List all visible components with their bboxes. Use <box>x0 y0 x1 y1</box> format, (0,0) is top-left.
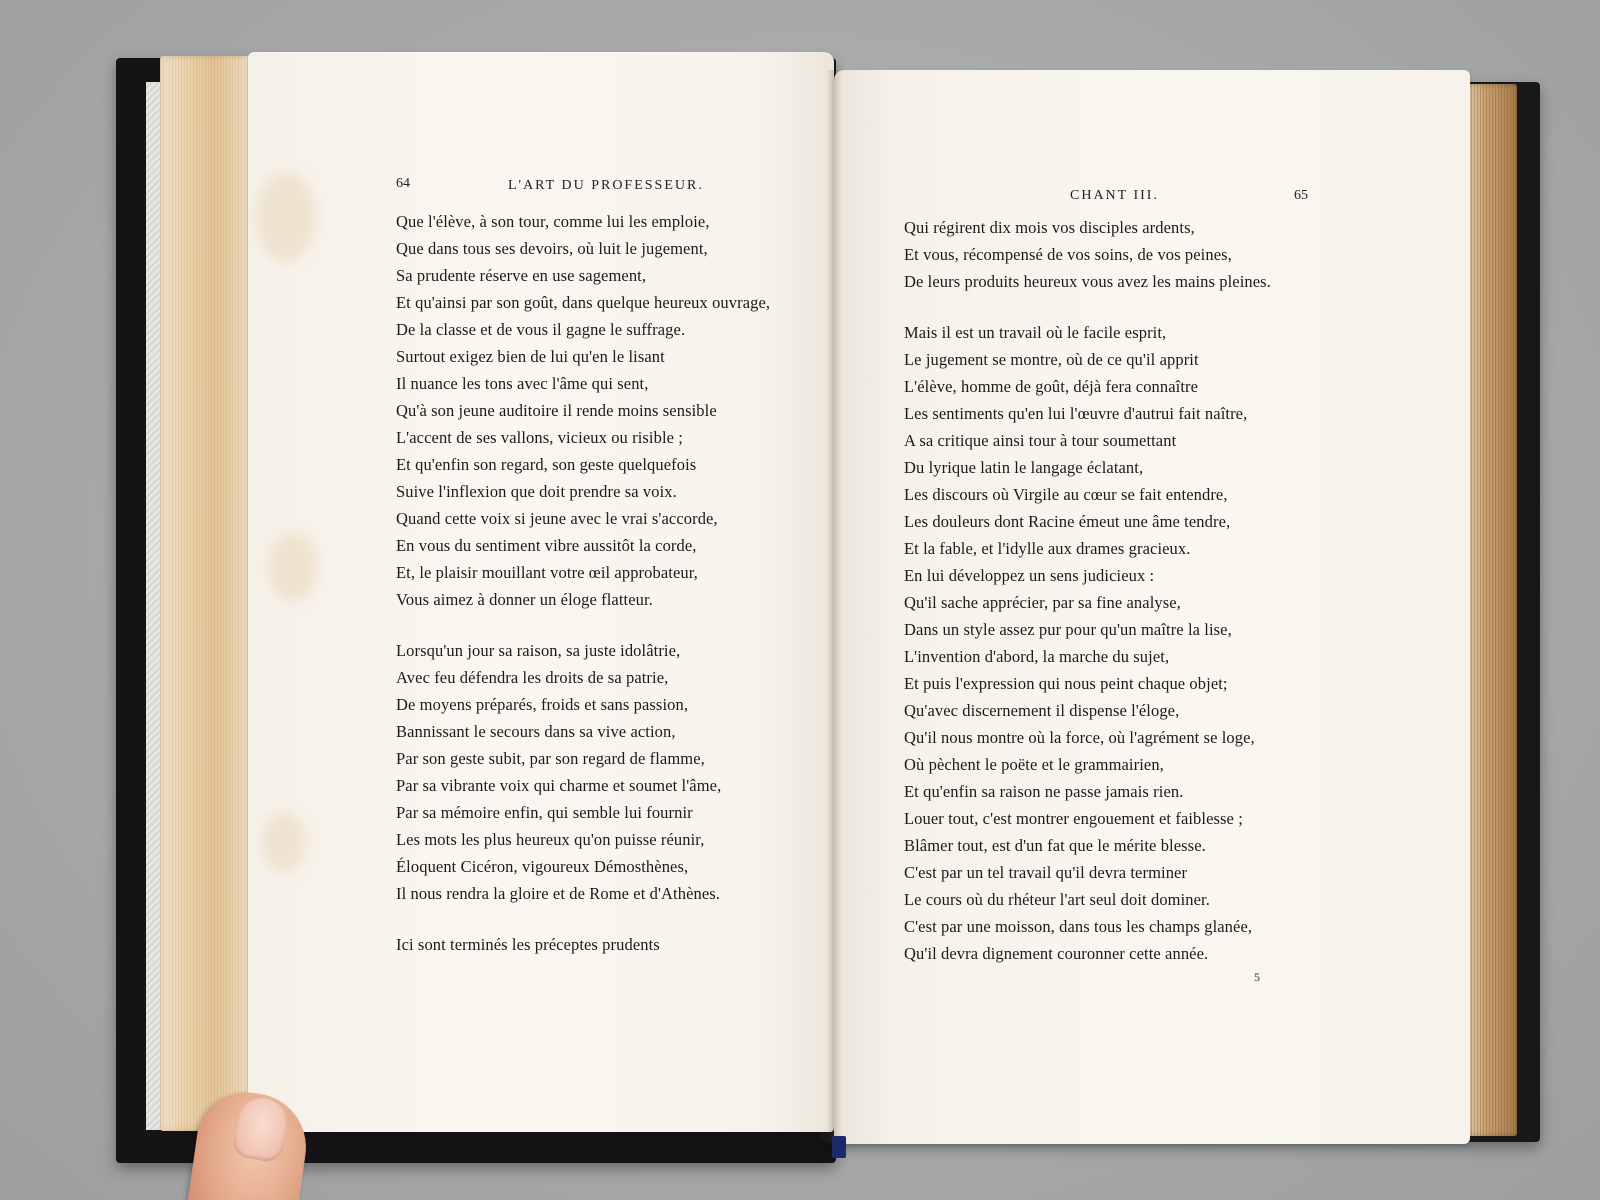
stanza-break <box>396 907 770 931</box>
book-gutter <box>826 70 842 1144</box>
verse-line: Lorsqu'un jour sa raison, sa juste idolâtrie, <box>396 641 681 660</box>
running-head: L'ART DU PROFESSEUR. <box>508 178 704 193</box>
foxing-spot <box>268 532 318 602</box>
verse-line: Éloquent Cicéron, vigoureux Démosthènes, <box>396 857 689 876</box>
verse-line: Et la fable, et l'idylle aux drames gracieux. <box>904 539 1191 558</box>
verse-line: Les sentiments qu'en lui l'œuvre d'autrui fait naître, <box>904 404 1248 423</box>
verse-line: Qu'il devra dignement couronner cette année. <box>904 944 1209 963</box>
verse-line: Et qu'enfin son regard, son geste quelquefois <box>396 455 697 474</box>
verse-line: Qui régirent dix mois vos disciples ardents, <box>904 218 1195 237</box>
bookmark-ribbon <box>832 1136 846 1158</box>
verse-line: Et, le plaisir mouillant votre œil approbateur, <box>396 563 698 582</box>
verse-line: Mais il est un travail où le facile esprit, <box>904 323 1167 342</box>
verse-line: Qu'à son jeune auditoire il rende moins sensible <box>396 401 717 420</box>
verse-line: Sa prudente réserve en use sagement, <box>396 266 647 285</box>
verse-line: Blâmer tout, est d'un fat que le mérite blesse. <box>904 836 1206 855</box>
running-head: CHANT III. <box>1070 188 1159 203</box>
verse-line: Il nous rendra la gloire et de Rome et d'Athènes. <box>396 884 721 903</box>
verse-line: Quand cette voix si jeune avec le vrai s'accorde, <box>396 509 718 528</box>
signature-mark: 5 <box>1254 970 1260 984</box>
verse-line: C'est par un tel travail qu'il devra terminer <box>904 863 1188 882</box>
verse-line: Louer tout, c'est montrer engouement et faiblesse ; <box>904 809 1243 828</box>
verse-lines <box>396 208 770 958</box>
verse-line: L'accent de ses vallons, vicieux ou risible ; <box>396 428 683 447</box>
verse-line: Il nuance les tons avec l'âme qui sent, <box>396 374 649 393</box>
verse-line: Avec feu défendra les droits de sa patrie, <box>396 668 669 687</box>
verse-line: Et vous, récompensé de vos soins, de vos peines, <box>904 245 1232 264</box>
verse-line: Les discours où Virgile au cœur se fait entendre, <box>904 485 1228 504</box>
verse-line: En lui développez un sens judicieux : <box>904 566 1155 585</box>
page-block-edge-right <box>1465 84 1517 1136</box>
verse-line: Le jugement se montre, où de ce qu'il apprit <box>904 350 1199 369</box>
verse-line: Les mots les plus heureux qu'on puisse réunir, <box>396 830 705 849</box>
verse-line: De la classe et de vous il gagne le suffrage. <box>396 320 686 339</box>
page-number: 64 <box>396 176 410 191</box>
verse-line: Dans un style assez pur pour qu'un maître la lise, <box>904 620 1232 639</box>
verse-line: Qu'il sache apprécier, par sa fine analyse, <box>904 593 1181 612</box>
verse-line: L'invention d'abord, la marche du sujet, <box>904 647 1170 666</box>
verse-line: C'est par une moisson, dans tous les champs glanée, <box>904 917 1253 936</box>
verse-line: De leurs produits heureux vous avez les mains pleines. <box>904 272 1271 291</box>
verse-line: Suive l'inflexion que doit prendre sa voix. <box>396 482 677 501</box>
foxing-spot <box>262 812 306 872</box>
verse-line: Par son geste subit, par son regard de flamme, <box>396 749 705 768</box>
verse-line: Et puis l'expression qui nous peint chaque objet; <box>904 674 1228 693</box>
verse-line: Qu'avec discernement il dispense l'éloge, <box>904 701 1180 720</box>
verse-line: Les douleurs dont Racine émeut une âme tendre, <box>904 512 1231 531</box>
verse-line: Par sa mémoire enfin, qui semble lui fournir <box>396 803 693 822</box>
verse-line: L'élève, homme de goût, déjà fera connaître <box>904 377 1199 396</box>
verse-line: A sa critique ainsi tour à tour soumettant <box>904 431 1177 450</box>
page-block-edge-left <box>160 56 250 1131</box>
verse-line: De moyens préparés, froids et sans passion, <box>396 695 689 714</box>
verse-line: Qu'il nous montre où la force, où l'agrément se loge, <box>904 728 1255 747</box>
verse-lines <box>904 214 1271 967</box>
stanza-break <box>396 613 770 637</box>
verse-line: En vous du sentiment vibre aussitôt la corde, <box>396 536 697 555</box>
verse-line: Que l'élève, à son tour, comme lui les emploie, <box>396 212 710 231</box>
verse-line: Que dans tous ses devoirs, où luit le jugement, <box>396 239 708 258</box>
verse-line: Ici sont terminés les préceptes prudents <box>396 935 660 954</box>
left-page <box>248 52 834 1132</box>
verse-line: Et qu'enfin sa raison ne passe jamais rien. <box>904 782 1184 801</box>
verse-line: Le cours où du rhéteur l'art seul doit dominer. <box>904 890 1210 909</box>
verse-line: Du lyrique latin le langage éclatant, <box>904 458 1144 477</box>
page-number: 65 <box>1294 188 1308 203</box>
verse-line: Bannissant le secours dans sa vive action, <box>396 722 676 741</box>
verse-line: Où pèchent le poëte et le grammairien, <box>904 755 1164 774</box>
verse-line: Vous aimez à donner un éloge flatteur. <box>396 590 653 609</box>
right-page <box>834 70 1470 1144</box>
verse-line: Et qu'ainsi par son goût, dans quelque heureux ouvrage, <box>396 293 771 312</box>
verse-line: Par sa vibrante voix qui charme et soumet l'âme, <box>396 776 722 795</box>
foxing-spot <box>256 172 316 262</box>
stanza-break <box>904 295 1271 319</box>
verse-line: Surtout exigez bien de lui qu'en le lisant <box>396 347 665 366</box>
